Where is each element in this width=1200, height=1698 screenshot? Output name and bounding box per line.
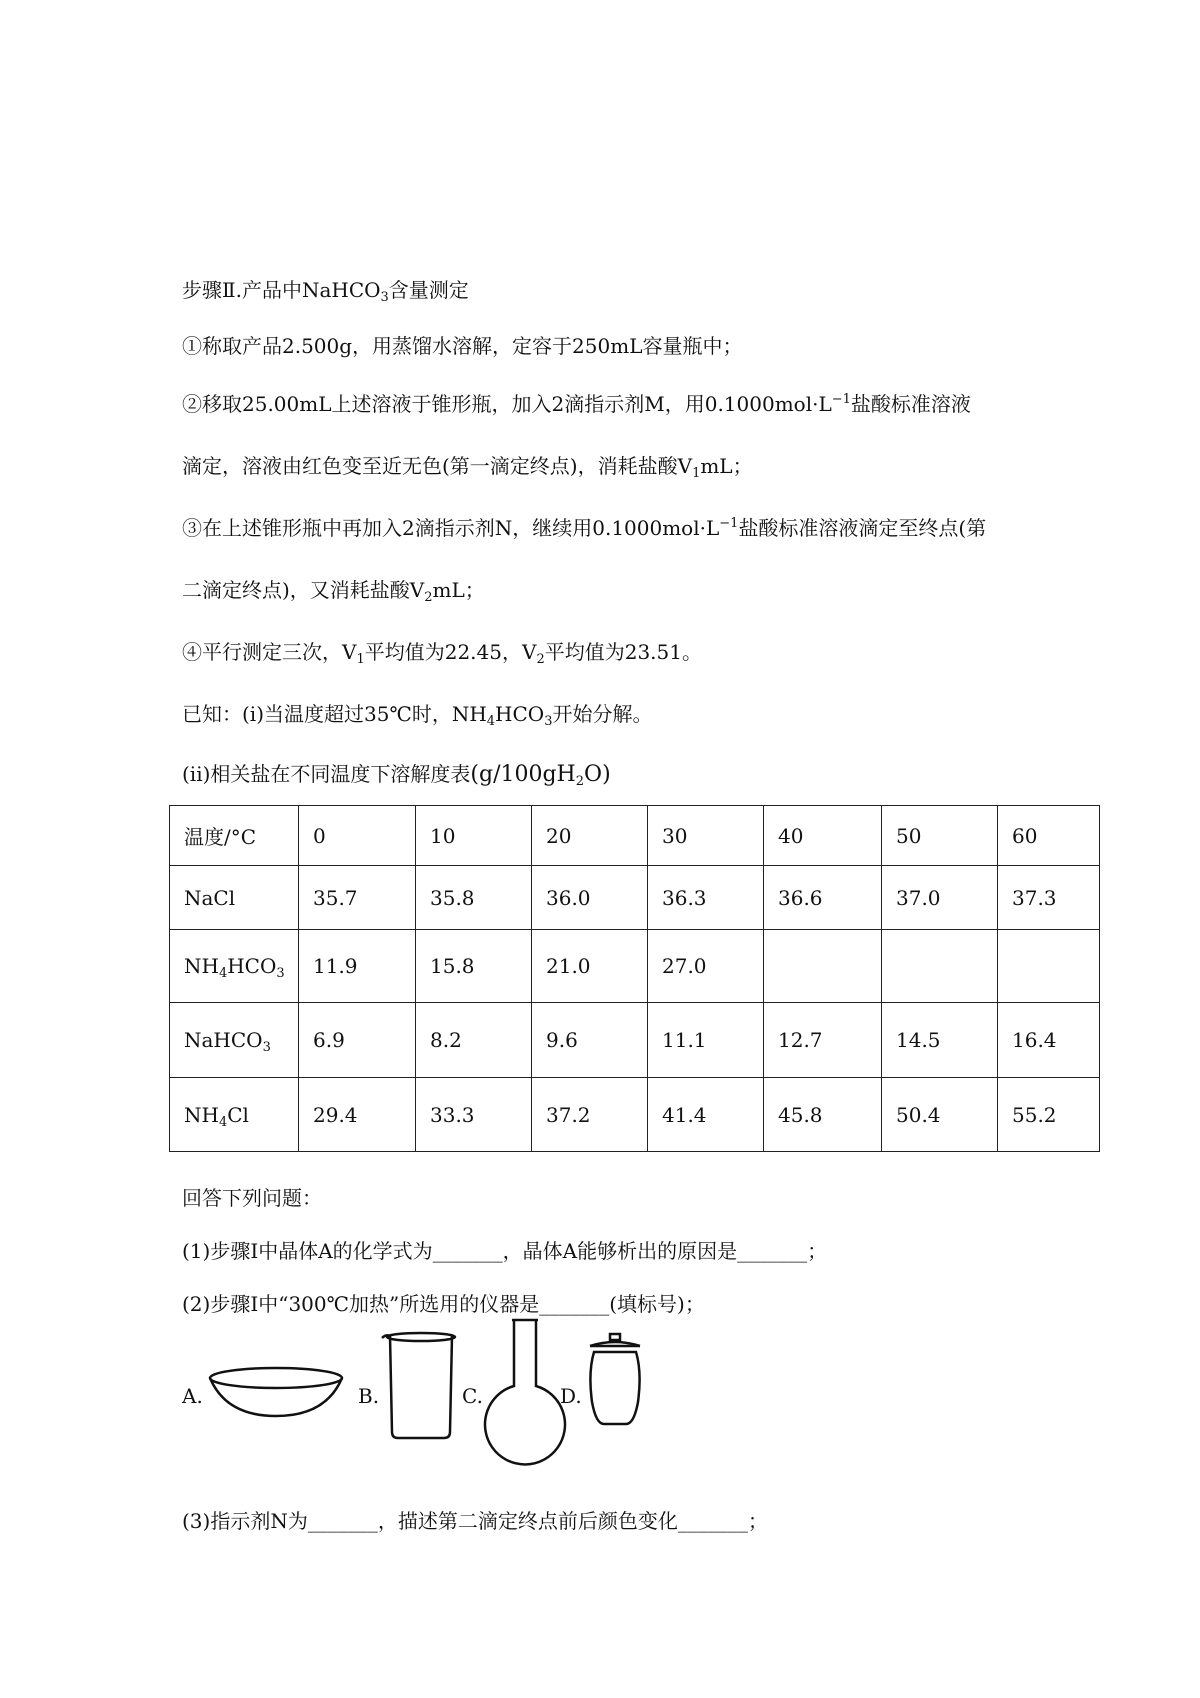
table-row <box>170 1003 1100 1078</box>
salt-name: NaHCO$_3$ <box>170 1003 299 1078</box>
header-temp-20: 20 <box>532 806 648 866</box>
header-temp-60: 60 <box>998 806 1100 866</box>
table-header-row <box>170 806 1100 866</box>
header-temp-0: 0 <box>299 806 416 866</box>
solubility-value: 8.2 <box>416 1003 532 1078</box>
solubility-value: 36.3 <box>648 866 764 930</box>
salt-name: $NH_4Cl$ <box>170 1078 299 1152</box>
solubility-value: 50.4 <box>882 1078 998 1152</box>
solubility-value: 35.8 <box>416 866 532 930</box>
solubility-value: 12.7 <box>764 1003 882 1078</box>
solubility-value: 37.0 <box>882 866 998 930</box>
question-2: (2)步骤I中“300℃加热”所选用的仪器是_______(填标号)； <box>182 1292 705 1316</box>
solubility-value: 11.9 <box>299 930 416 1003</box>
question-3: (3)指示剂N为_______，描述第二滴定终点前后颜色变化_______； <box>182 1509 768 1533</box>
solubility-value: 35.7 <box>299 866 416 930</box>
solubility-value: 55.2 <box>998 1078 1100 1152</box>
evaporating-dish-icon <box>206 1364 346 1424</box>
header-temp-40: 40 <box>764 806 882 866</box>
item-2-line-1: ②移取25.00mL上述溶液于锥形瓶，加入2滴指示剂M，用$0.1000mol\cdot L^{-1}$盐酸标准溶液 <box>182 392 971 416</box>
solubility-value <box>764 930 882 1003</box>
header-temperature: 温度/°C <box>170 806 299 866</box>
crucible-icon <box>580 1332 650 1442</box>
solubility-value <box>998 930 1100 1003</box>
option-c-label: C. <box>462 1384 483 1408</box>
solubility-value: 36.0 <box>532 866 648 930</box>
solubility-value: 16.4 <box>998 1003 1100 1078</box>
item-2-line-2: 滴定，溶液由红色变至近无色(第一滴定终点)，消耗盐酸$V_1mL$； <box>182 454 753 481</box>
solubility-value: 9.6 <box>532 1003 648 1078</box>
solubility-value: 15.8 <box>416 930 532 1003</box>
apparatus-options <box>182 1316 822 1476</box>
table-row <box>170 930 1100 1003</box>
beaker-icon <box>378 1330 464 1442</box>
solubility-value: 37.3 <box>998 866 1100 930</box>
header-temp-30: 30 <box>648 806 764 866</box>
table-row <box>170 866 1100 930</box>
table-row <box>170 1078 1100 1152</box>
solubility-value: 33.3 <box>416 1078 532 1152</box>
salt-name: NaCl <box>170 866 299 930</box>
solubility-value: 14.5 <box>882 1003 998 1078</box>
solubility-value <box>882 930 998 1003</box>
questions-intro: 回答下列问题： <box>182 1186 322 1210</box>
solubility-value: 21.0 <box>532 930 648 1003</box>
item-3-line-2: 二滴定终点)，又消耗盐酸$V_2mL$； <box>182 578 485 605</box>
solubility-value: 29.4 <box>299 1078 416 1152</box>
option-d-label: D. <box>560 1384 582 1408</box>
item-1: ①称取产品2.500g，用蒸馏水溶解，定容于250mL容量瓶中； <box>182 334 743 358</box>
step-title: 步骤Ⅱ.产品中NaHCO$_3$含量测定 <box>182 278 469 305</box>
solubility-value: 36.6 <box>764 866 882 930</box>
solubility-value: 37.2 <box>532 1078 648 1152</box>
question-1: (1)步骤I中晶体A的化学式为_______，晶体A能够析出的原因是_______； <box>182 1239 828 1263</box>
solubility-value: 27.0 <box>648 930 764 1003</box>
salt-name: $NH_4HCO_3$ <box>170 930 299 1003</box>
item-4: ④平行测定三次，$V_1$平均值为22.45，$V_2$平均值为23.51。 <box>182 640 702 667</box>
option-a-label: A. <box>182 1384 203 1408</box>
solubility-value: 6.9 <box>299 1003 416 1078</box>
known-1: 已知：(i)当温度超过35℃时，$NH_4HCO_3$开始分解。 <box>182 702 653 729</box>
known-2: (ii)相关盐在不同温度下溶解度表$(g/100gH_2O)$ <box>182 762 611 789</box>
header-temp-50: 50 <box>882 806 998 866</box>
solubility-value: 11.1 <box>648 1003 764 1078</box>
solubility-value: 41.4 <box>648 1078 764 1152</box>
solubility-table <box>169 805 1100 1152</box>
solubility-value: 45.8 <box>764 1078 882 1152</box>
option-b-label: B. <box>358 1384 380 1408</box>
header-temp-10: 10 <box>416 806 532 866</box>
item-3-line-1: ③在上述锥形瓶中再加入2滴指示剂N，继续用$0.1000mol\cdot L^{-1}$盐酸标准溶液滴定至终点(第 <box>182 516 987 540</box>
round-bottom-flask-icon <box>482 1316 570 1466</box>
